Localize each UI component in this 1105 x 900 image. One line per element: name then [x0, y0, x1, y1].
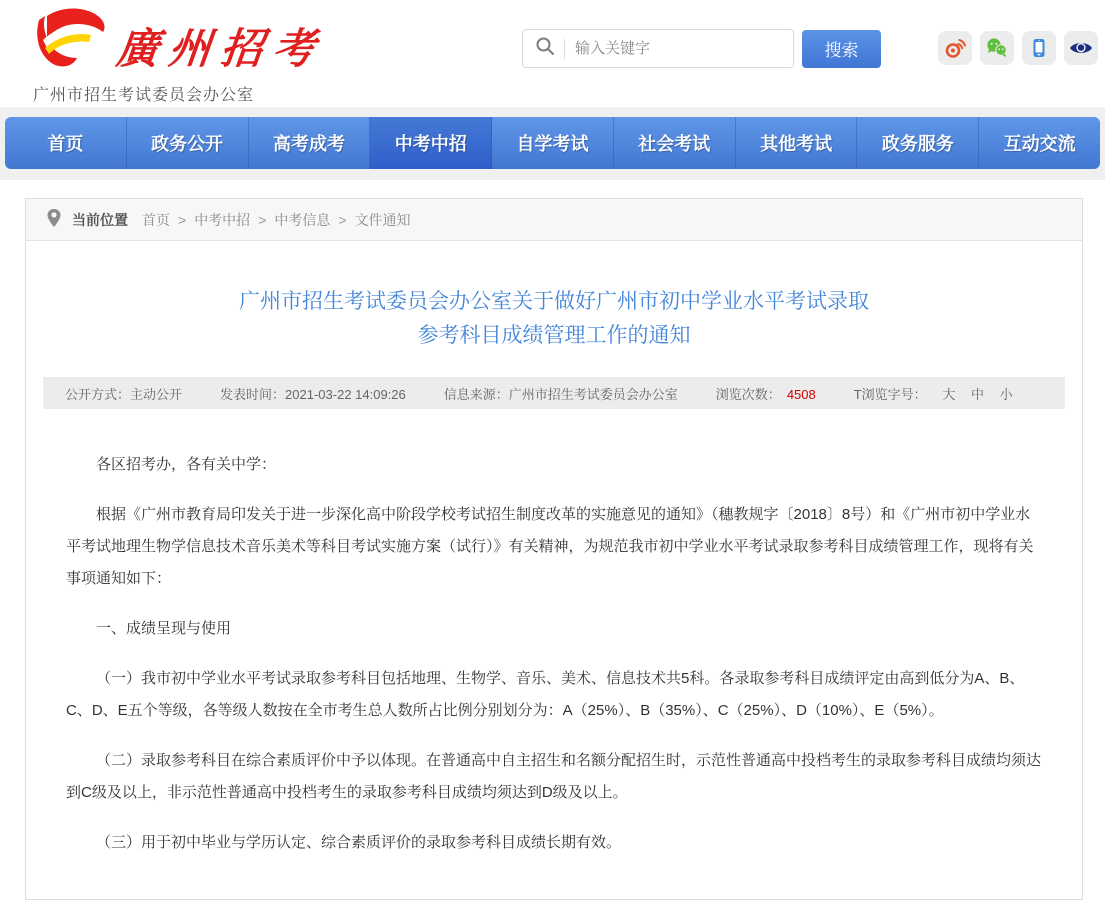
- font-size-small-button[interactable]: 小: [999, 386, 1013, 402]
- nav-item-zhongkao[interactable]: 中考中招: [370, 117, 492, 169]
- paragraph-item-1: （一）我市初中学业水平考试录取参考科目包括地理、生物学、音乐、美术、信息技术共5科。各录取参考科目成绩评定由高到低分为A、B、C、D、E五个等级，各等级人数按在全市考生总人数所占比例分别划分为：A（25%）、B（35%）、C（25%）、D（10%）、E（5%）。: [66, 670, 1025, 719]
- nav-item-self-study[interactable]: 自学考试: [492, 117, 614, 169]
- search-icon: [535, 36, 555, 61]
- meta-publish-method: 公开方式：主动公开: [65, 386, 183, 402]
- site-header: [0, 0, 1105, 107]
- nav-band: [0, 107, 1105, 180]
- breadcrumb-link-zhongkao-info[interactable]: 中考信息: [274, 211, 331, 228]
- paragraph-salutation: 各区招考办，各有关中学：: [96, 456, 277, 473]
- logo-wordmark: 廣州招考: [114, 24, 328, 73]
- wechat-icon[interactable]: [980, 31, 1014, 65]
- meta-publish-time: 发表时间：2021-03-22 14:09:26: [220, 386, 406, 402]
- font-size-switcher: [854, 384, 1013, 403]
- paragraph-item-3: （三）用于初中毕业与学历认定、综合素质评价的录取参考科目成绩长期有效。: [96, 834, 622, 851]
- breadcrumb-separator: >: [338, 211, 347, 228]
- org-name: 广州市招生考试委员会办公室: [33, 87, 255, 104]
- article-body: [26, 409, 1082, 899]
- search-box: [522, 29, 794, 68]
- nav-item-home[interactable]: 首页: [5, 117, 127, 169]
- quick-icons: [938, 31, 1098, 65]
- site-logo[interactable]: [33, 6, 328, 105]
- font-size-medium-button[interactable]: 中: [970, 386, 984, 402]
- views-count: 4508: [786, 386, 816, 402]
- article-meta-bar: [43, 377, 1065, 409]
- mobile-icon[interactable]: [1022, 31, 1056, 65]
- nav-item-gov-affairs[interactable]: 政务公开: [127, 117, 249, 169]
- paragraph-section-1-heading: 一、成绩呈现与使用: [96, 620, 232, 637]
- meta-views: 浏览次数： 4508: [715, 386, 816, 402]
- nav-item-gov-service[interactable]: 政务服务: [857, 117, 979, 169]
- article-title-line2: 参考科目成绩管理工作的通知: [417, 324, 691, 347]
- breadcrumb-link-notices[interactable]: 文件通知: [354, 211, 411, 228]
- location-pin-icon: [46, 208, 62, 231]
- main-nav: [5, 117, 1100, 169]
- search-input[interactable]: [575, 40, 793, 57]
- breadcrumb-label: 当前位置: [72, 211, 128, 228]
- paragraph-item-2: （二）录取参考科目在综合素质评价中予以体现。在普通高中自主招生和名额分配招生时，示范性普通高中投档考生的录取参考科目成绩均须达到C级及以上，非示范性普通高中投档考生的录取参考科目成绩均须达到D级及以上。: [66, 752, 1042, 801]
- nav-item-other-exam[interactable]: 其他考试: [736, 117, 858, 169]
- search-button[interactable]: 搜索: [802, 30, 881, 68]
- nav-item-gaokao[interactable]: 高考成考: [249, 117, 371, 169]
- font-size-large-button[interactable]: 大: [942, 386, 956, 402]
- paragraph-basis: 根据《广州市教育局印发关于进一步深化高中阶段学校考试招生制度改革的实施意见的通知》（穗教规字〔2018〕8号）和《广州市初中学业水平考试地理生物学信息技术音乐美术等科目考试实施方案（试行）》有关精神，为规范我市初中学业水平考试录取参考科目成绩管理工作，现将有关事项通知如下：: [66, 506, 1034, 587]
- meta-source: 信息来源：广州市招生考试委员会办公室: [443, 386, 678, 402]
- article-title: [26, 285, 1082, 353]
- eye-icon[interactable]: [1064, 31, 1098, 65]
- breadcrumb-separator: >: [178, 211, 187, 228]
- breadcrumb-separator: >: [258, 211, 267, 228]
- content-box: [25, 198, 1083, 900]
- article-title-line1: 广州市招生考试委员会办公室关于做好广州市初中学业水平考试录取: [239, 290, 869, 313]
- breadcrumb-link-zhongkao[interactable]: 中考中招: [194, 211, 251, 228]
- search-divider: [564, 39, 565, 59]
- search-area: [522, 29, 881, 68]
- font-size-label: T浏览字号：: [853, 386, 927, 402]
- breadcrumb: [26, 199, 1082, 241]
- logo-flower-icon: [33, 6, 111, 75]
- nav-item-social-exam[interactable]: 社会考试: [614, 117, 736, 169]
- weibo-icon[interactable]: [938, 31, 972, 65]
- breadcrumb-link-home[interactable]: 首页: [142, 211, 170, 228]
- nav-item-interaction[interactable]: 互动交流: [1003, 134, 1076, 154]
